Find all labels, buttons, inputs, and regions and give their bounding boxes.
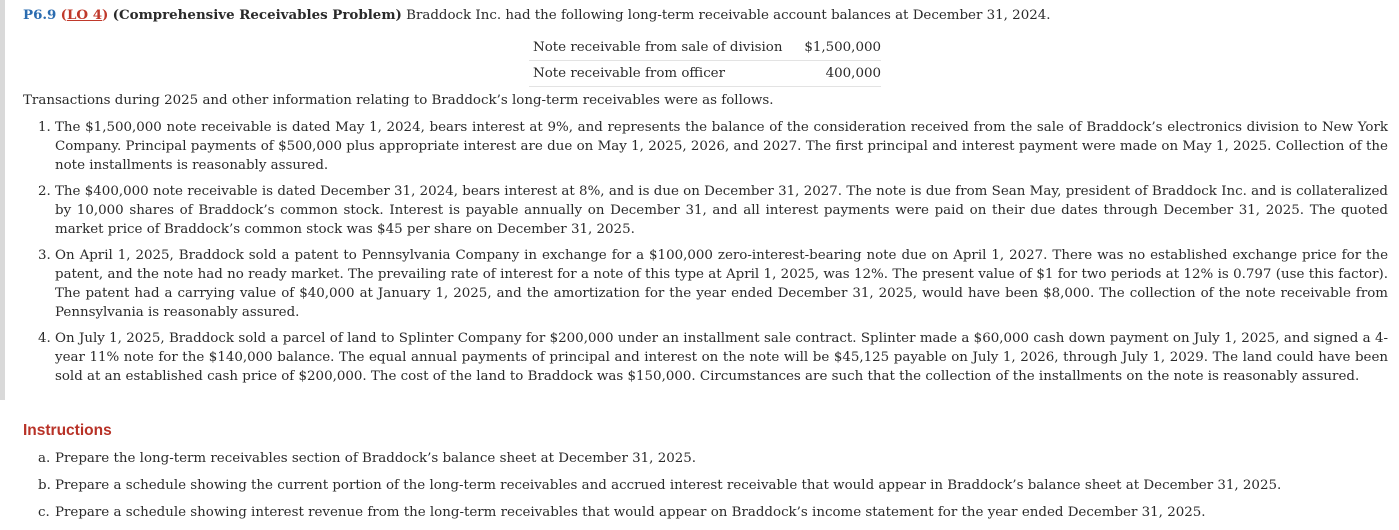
instruction-text: Prepare a schedule showing the current portion of the long-term receivables and accrued interest receivable that would appear in Braddock’s balance sheet at December 31, 2025.: [55, 478, 1282, 493]
balance-amount: 400,000: [801, 61, 881, 87]
balances-table: [529, 35, 881, 87]
instruction-text: Prepare the long-term receivables section of Braddock’s balance sheet at December 31, 2025.: [55, 451, 697, 466]
instruction-text: Prepare a schedule showing interest revenue from the long-term receivables that would appear on Braddock’s income statement for the year ended December 31, 2025.: [55, 505, 1206, 520]
balance-amount: $1,500,000: [801, 35, 881, 61]
item-text: On April 1, 2025, Braddock sold a patent to Pennsylvania Company in exchange for a $100,000 zero-interest-bearing note due on April 1, 2027. There was no established exchange price for the patent, and the note had no ready market. The prevailing rate of interest for a note of this type at April 1, 2025, was 12%. The present value of $1 for two periods at 12% is 0.797 (use this factor). The patent had a carrying value of $40,000 at January 1, 2025, and the amortization for the year ended December 31, 2025, would have been $8,000. The collection of the note receivable from Pennsylvania is reasonably assured.: [55, 248, 1388, 320]
instructions-list: [38, 449, 1281, 530]
list-item: [38, 476, 1281, 503]
table-row: [529, 35, 881, 61]
list-item: [38, 246, 1388, 322]
table-row: [529, 61, 881, 87]
instruction-letter: c.: [38, 505, 50, 520]
item-number: 4.: [38, 331, 51, 346]
item-text: On July 1, 2025, Braddock sold a parcel of land to Splinter Company for $200,000 under an installment sale contract. Splinter made a $60,000 cash down payment on July 1, 2025, and signed a 4-year 11% note for the $140,000 balance. The equal annual payments of principal and interest on the note will be $45,125 payable on July 1, 2026, through July 1, 2029. The land could have been sold at an established cash price of $200,000. The cost of the land to Braddock was $150,000. Circumstances are such that the collection of the installments on the note is reasonably assured.: [55, 331, 1388, 384]
lo-open-paren: (: [60, 7, 67, 23]
item-text: The $1,500,000 note receivable is dated May 1, 2024, bears interest at 9%, and represents the balance of the consideration received from the sale of Braddock’s electronics division to New York Company. Principal payments of $500,000 plus appropriate interest are due on May 1, 2025, 2026, and 2027. The first principal and interest payment were made on May 1, 2025. Collection of the note installments is reasonably assured.: [55, 120, 1388, 173]
item-number: 2.: [38, 184, 51, 199]
instruction-letter: b.: [38, 478, 51, 493]
lo-close-paren: ): [102, 7, 109, 23]
item-text: The $400,000 note receivable is dated December 31, 2024, bears interest at 8%, and is due on December 31, 2027. The note is due from Sean May, president of Braddock Inc. and is collateralized by 10,000 shares of Braddock’s common stock. Interest is payable annually on December 31, and all interest payments were paid on their due dates through December 31, 2025. The quoted market price of Braddock’s common stock was $45 per share on December 31, 2025.: [55, 184, 1388, 237]
problem-intro: Braddock Inc. had the following long-term receivable account balances at December 31, 2024.: [406, 8, 1051, 23]
balance-label: Note receivable from officer: [529, 61, 801, 87]
list-item: [38, 182, 1388, 239]
left-scroll-rule: [0, 0, 5, 400]
learning-objective-link[interactable]: LO 4: [66, 7, 103, 23]
transactions-intro: Transactions during 2025 and other information relating to Braddock’s long-term receivables were as follows.: [23, 93, 774, 108]
problem-title: (Comprehensive Receivables Problem): [112, 7, 402, 23]
problem-header: [23, 6, 1388, 25]
problem-number: P6.9: [23, 7, 57, 23]
list-item: [38, 118, 1388, 175]
list-item: [38, 329, 1388, 386]
list-item: [38, 449, 1281, 476]
item-number: 1.: [38, 120, 51, 135]
balance-label: Note receivable from sale of division: [529, 35, 801, 61]
transactions-list: [38, 118, 1388, 393]
item-number: 3.: [38, 248, 51, 263]
instruction-letter: a.: [38, 451, 51, 466]
instructions-heading: Instructions: [23, 422, 112, 439]
list-item: [38, 503, 1281, 530]
